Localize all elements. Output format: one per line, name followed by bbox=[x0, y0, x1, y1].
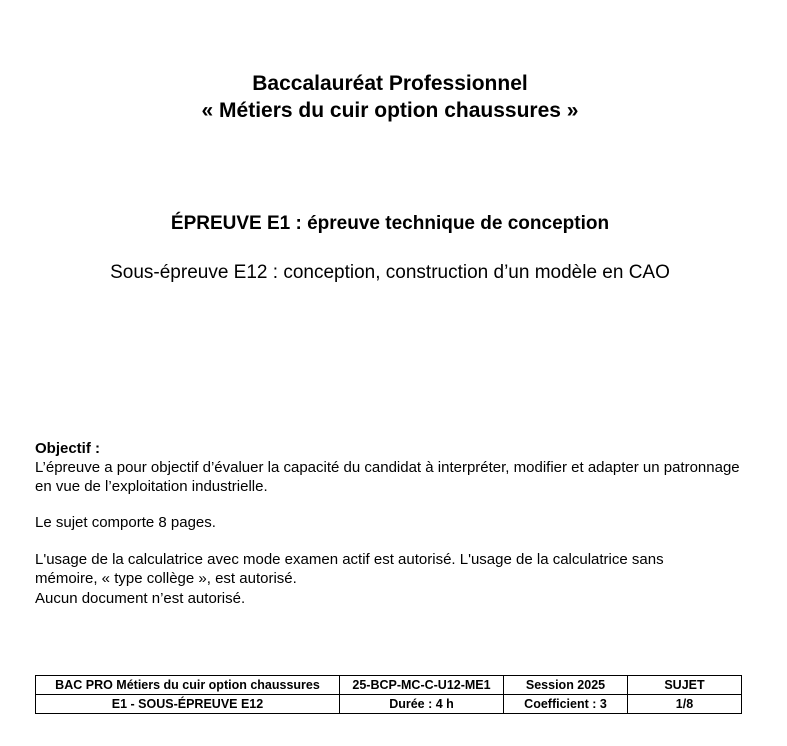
footer-table bbox=[35, 675, 742, 714]
footer-cell-code: 25-BCP-MC-C-U12-ME1 bbox=[340, 676, 504, 695]
page-title-line-1: Baccalauréat Professionnel bbox=[252, 72, 528, 95]
objective-heading: Objectif : bbox=[35, 440, 101, 457]
footer-row bbox=[36, 695, 742, 714]
footer-cell-diploma: BAC PRO Métiers du cuir option chaussures bbox=[36, 676, 340, 695]
footer-cell-duration: Durée : 4 h bbox=[340, 695, 504, 714]
footer-cell-coefficient: Coefficient : 3 bbox=[504, 695, 628, 714]
footer-cell-doc-type: SUJET bbox=[628, 676, 742, 695]
footer-cell-session: Session 2025 bbox=[504, 676, 628, 695]
calculator-rules bbox=[35, 550, 755, 588]
page-count-text: Le sujet comporte 8 pages. bbox=[35, 514, 216, 531]
footer-row bbox=[36, 676, 742, 695]
calculator-rules-line-1: L'usage de la calculatrice avec mode examen actif est autorisé. L'usage de la calculatrice sans bbox=[35, 551, 664, 568]
footer-cell-page-number: 1/8 bbox=[628, 695, 742, 714]
footer-cell-subtest: E1 - SOUS-ÉPREUVE E12 bbox=[36, 695, 340, 714]
documents-rule: Aucun document n’est autorisé. bbox=[35, 590, 246, 607]
objective-text: L’épreuve a pour objectif d’évaluer la capacité du candidat à interpréter, modifier et adapter un patronnage en vue de l’exploitation industrielle. bbox=[35, 459, 740, 495]
page-title-line-2: « Métiers du cuir option chaussures » bbox=[201, 99, 579, 122]
exam-title: ÉPREUVE E1 : épreuve technique de conception bbox=[170, 213, 610, 234]
calculator-rules-line-2: mémoire, « type collège », est autorisé. bbox=[35, 570, 297, 587]
exam-subtitle: Sous-épreuve E12 : conception, construction d’un modèle en CAO bbox=[110, 262, 670, 283]
